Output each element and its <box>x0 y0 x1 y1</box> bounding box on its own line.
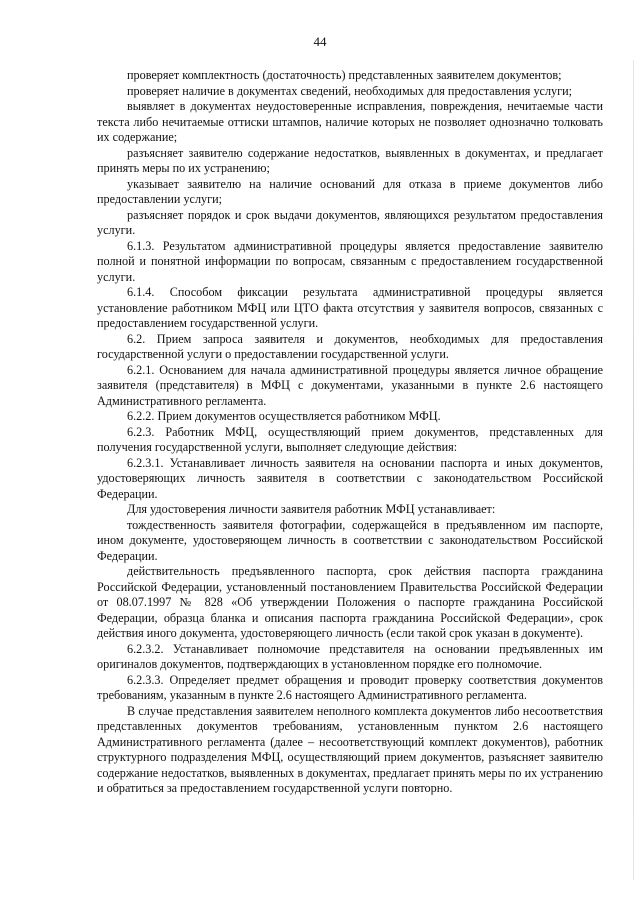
scan-edge-shadow <box>633 60 634 880</box>
paragraph: проверяет комплектность (достаточность) представленных заявителем документов; <box>127 68 562 82</box>
paragraph: выявляет в документах неудостоверенные исправления, повреждения, нечитаемые части текста либо нечитаемые оттиски штампов, наличие которых не позволяет однозначно толковать их содержание; <box>97 99 603 144</box>
paragraph: указывает заявителю на наличие оснований для отказа в приеме документов либо предоставлении услуги; <box>97 176 603 206</box>
paragraph: 6.2.1. Основанием для начала административной процедуры является личное обращение заявителя (представителя) в МФЦ с документами, указанными в пункте 2.6 настоящего Административного регламента. <box>97 362 603 408</box>
paragraph: действительность предъявленного паспорта, срок действия паспорта гражданина Российской Федерации, установленный постановлением Правительства Российской Федерации от 08.07.1997 № 828 «Об утверждении Положения о паспорте гражданина Российской Федерации, образца бланка и описания паспорта гражданина Российской Федерации», срок действия иного документа, удостоверяющего личность (если такой срок указан в документе). <box>97 564 603 640</box>
paragraph: 6.1.4. Способом фиксации результата административной процедуры является установление работником МФЦ или ЦТО факта отсутствия у заявителя вопросов, связанных с предоставлением государственной услуги. <box>97 285 603 330</box>
paragraph: 6.2.3. Работник МФЦ, осуществляющий прием документов, представленных для получения государственной услуги, выполняет следующие действия: <box>97 424 603 454</box>
paragraph: проверяет наличие в документах сведений, необходимых для предоставления услуги; <box>127 83 573 98</box>
page-number: 44 <box>313 34 327 49</box>
paragraph: 6.1.3. Результатом административной процедуры является предоставление заявителю полной и понятной информации по вопросам, связанным с предоставлением государственной услуги. <box>97 238 603 284</box>
paragraph: 6.2.3.1. Устанавливает личность заявителя на основании паспорта и иных документов, удостоверяющих личность заявителя в соответствии с законодательством Российской Федерации. <box>97 455 603 501</box>
paragraph: разъясняет заявителю содержание недостатков, выявленных в документах, и предлагает принять меры по их устранению; <box>97 145 603 175</box>
paragraph: 6.2.3.2. Устанавливает полномочие представителя на основании предъявленных им оригиналов документов, подтверждающих в установленном порядке его полномочие. <box>97 641 603 671</box>
paragraph: Для удостоверения личности заявителя работник МФЦ устанавливает: <box>127 502 496 516</box>
paragraph: 6.2.2. Прием документов осуществляется работником МФЦ. <box>127 409 441 423</box>
paragraph: тождественность заявителя фотографии, содержащейся в предъявленном им паспорте, ином документе, удостоверяющем личность в соответствии с законодательством Российской Федерации. <box>97 517 603 563</box>
paragraph: разъясняет порядок и срок выдачи документов, являющихся результатом предоставления услуги. <box>97 207 603 237</box>
paragraph: 6.2. Прием запроса заявителя и документов, необходимых для предоставления государственной услуги о предоставлении государственной услуги. <box>97 331 603 361</box>
document-body <box>97 68 603 797</box>
paragraph: В случае представления заявителем неполного комплекта документов либо несоответствия представленных документов требованиям, установленным пунктом 2.6 настоящего Административного регламента (далее – несоответствующий комплект документов), работник структурного подразделения МФЦ, осуществляющий прием документов, разъясняет заявителю содержание недостатков, выявленных в документах, предлагает принять меры по их устранению и обратиться за предоставлением государственной услуги повторно. <box>97 703 603 795</box>
paragraph: 6.2.3.3. Определяет предмет обращения и проводит проверку соответствия документов требованиям, указанным в пункте 2.6 настоящего Административного регламента. <box>97 672 603 702</box>
